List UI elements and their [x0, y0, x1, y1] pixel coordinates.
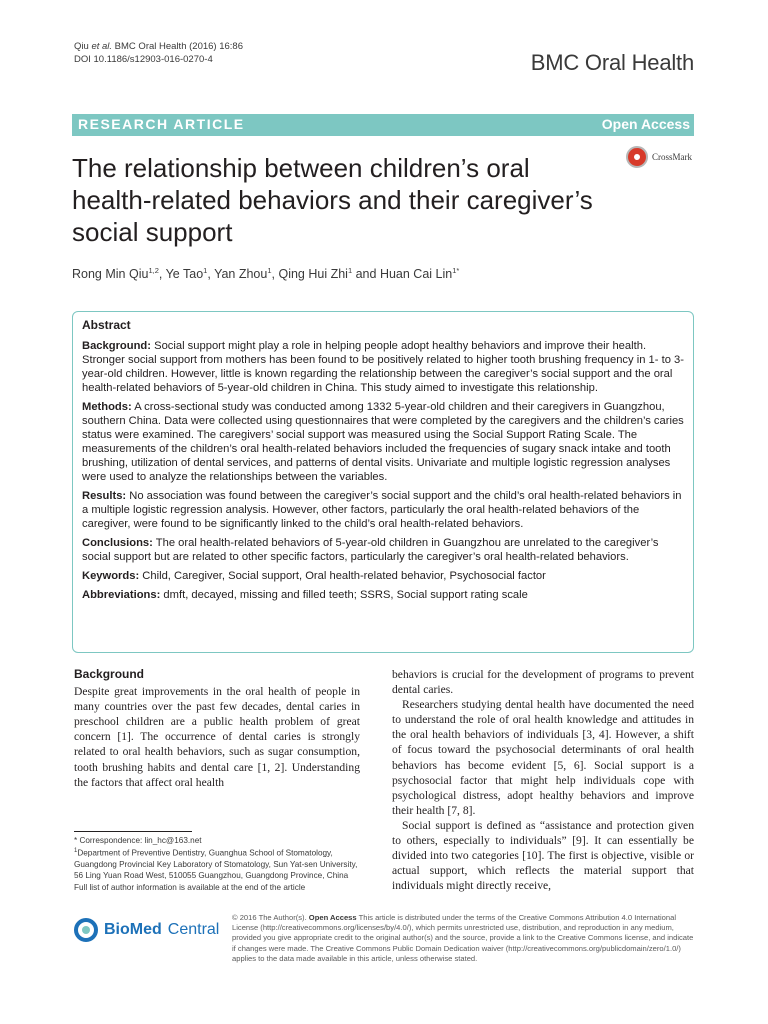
open-access-label: Open Access: [601, 116, 690, 132]
abstract-methods: Methods: A cross-sectional study was conducted among 1332 5-year-old children and their caregivers in Guangzhou, southern China. Data were collected using questionnaires that were completed by the caregivers and the children’s caries status were examined. The caregivers’ social support was measured using the Social Support Rating Scale. The measurements of the children’s oral health-related behaviors included the frequencies of sugary snack intake and tooth brushing, utilization of dental services, and patterns of dental visits. Univariate and multiple logistic regression analyses were used to analyze the relationships between the variables.: [82, 401, 684, 483]
logo-text-regular: Central: [167, 921, 220, 938]
biomed-central-logo-icon: [74, 918, 98, 942]
section-heading-background: Background: [74, 667, 145, 681]
citation-line: Qiu et al. BMC Oral Health (2016) 16:86: [74, 41, 243, 52]
doi-line[interactable]: DOI 10.1186/s12903-016-0270-4: [74, 54, 213, 65]
author-info-note: Full list of author information is available at the end of the article: [74, 882, 306, 892]
abstract-keywords: Keywords: Child, Caregiver, Social support, Oral health-related behavior, Psychosocial factor: [82, 570, 546, 582]
body-paragraph: Social support is defined as “assistance and protection given to others, especially to individuals” [9]. It can essentially be divided into two categories [10]. The first is objective, visible or actual support, which reflects the material support that individuals might directly receive,: [392, 818, 694, 893]
abstract-results: Results: No association was found between the caregiver’s social support and the child’s oral health-related behaviors in a multiple logistic regression analysis. However, other factors, particularly the oral health-related behaviors of the caregiver, were found to be significantly linked to the child’s oral health-related behaviors.: [82, 490, 682, 530]
logo-text-bold: BioMed: [104, 921, 162, 938]
body-paragraph: Researchers studying dental health have documented the need to understand the role of oral health knowledge and attitudes in the oral health behaviors of individuals [3, 4]. However, a shift of focus toward the psychosocial determinants of oral health behaviors has become evident [5, 6]. Social support is a psychosocial factor that might help individuals cope with psychological distress, adopt healthy behaviors and improve their health [7, 8].: [392, 698, 694, 817]
author[interactable]: Huan Cai Lin$^{1*}$: [379, 266, 460, 282]
author[interactable]: Ye Tao$^1$: [165, 266, 208, 282]
author[interactable]: Rong Min Qiu$^{1,2}$: [72, 266, 159, 282]
body-paragraph: behaviors is crucial for the development of programs to prevent dental caries.: [392, 668, 694, 697]
crossmark-label: CrossMark: [652, 152, 692, 162]
abstract-box: [72, 311, 694, 653]
affiliation-note: $^1$Department of Preventive Dentistry, Guanghua School of Stomatology, Guangdong Provincial Key Laboratory of Stomatology, Sun Yat-sen University, 56 Ling Yuan Road West, 510055 Guangzhou, Guangdong Province, China: [74, 848, 358, 881]
author[interactable]: Yan Zhou$^1$: [214, 266, 272, 282]
footnotes: [74, 835, 364, 893]
author[interactable]: Qing Hui Zhi$^1$: [278, 266, 353, 282]
abstract-conclusions: Conclusions: The oral health-related behaviors of 5-year-old children in Guangzhou are unrelated to the caregiver’s social support but are related to other specific factors, particularly the caregiver’s oral health-related behaviors.: [82, 537, 659, 563]
crossmark-badge[interactable]: [626, 146, 692, 168]
article-type-label: RESEARCH ARTICLE: [78, 116, 245, 132]
crossmark-icon: [626, 146, 648, 168]
abstract-heading: Abstract: [82, 318, 131, 332]
body-paragraph: Despite great improvements in the oral health of people in many countries over the past few decades, dental caries in preschool children are a public health problem of great concern [1]. The occurrence of dental caries is strongly related to oral health behaviors, such as sugar consumption, tooth brushing habits and dental care [1, 2]. Understanding the factors that affect oral health: [74, 685, 360, 789]
citation-header: [74, 40, 243, 66]
biomed-central-logo[interactable]: [74, 918, 219, 942]
abstract-background: Background: Social support might play a role in helping people adopt healthy behaviors and improve their health. Stronger social support from mothers has been found to be positively related to higher tooth brushing frequency in 1- to 3-year-old children. However, little is known regarding the relationship between the caregiver’s social support and the oral health-related behaviors of 5-year-old children in China. This study aimed to investigate this relationship.: [82, 340, 684, 394]
body-right-column: [392, 667, 694, 893]
footnote-divider: [74, 831, 192, 832]
article-title: The relationship between children’s oral health-related behaviors and their caregiver’s social support: [72, 153, 593, 247]
correspondence-note: * Correspondence: lin_hc@163.net: [74, 836, 202, 845]
license-statement: © 2016 The Author(s). Open Access This article is distributed under the terms of the Creative Commons Attribution 4.0 International License (http://creativecommons.org/licenses/by/4.0/), which permits unrestricted use, distribution, and reproduction in any medium, provided you give appropriate credit to the original author(s) and the source, provide a link to the Creative Commons license, and indicate if changes were made. The Creative Commons Public Domain Dedication waiver (http://creativecommons.org/publicdomain/zero/1.0/) applies to the data made available in this article, unless otherwise stated.: [232, 913, 694, 963]
article-type-banner: [72, 114, 694, 136]
journal-name: BMC Oral Health: [530, 50, 694, 75]
body-left-column: [74, 667, 360, 790]
abstract-abbreviations: Abbreviations: dmft, decayed, missing and filled teeth; SSRS, Social support rating scale: [82, 589, 528, 601]
author-list: Rong Min Qiu$^{1,2}$, Ye Tao$^1$, Yan Zhou$^1$, Qing Hui Zhi$^1$ and Huan Cai Lin$^{1*}$: [72, 266, 460, 282]
